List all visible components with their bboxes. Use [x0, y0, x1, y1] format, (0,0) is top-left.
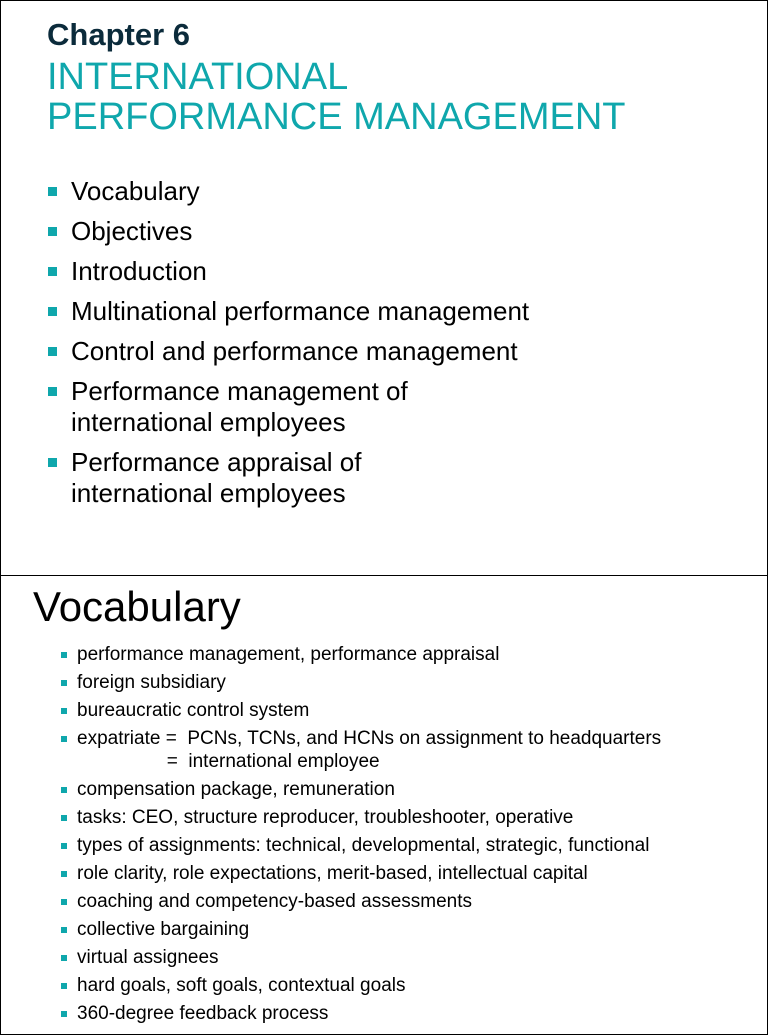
square-bullet-icon	[61, 708, 67, 714]
square-bullet-icon	[61, 787, 67, 793]
bullet-text: hard goals, soft goals, contextual goals	[77, 975, 406, 996]
bullet-text: Introduction	[71, 256, 207, 286]
bullet-text: Performance appraisal of	[71, 447, 362, 477]
bullet-item	[47, 176, 529, 207]
bullet-item	[61, 918, 661, 941]
bullet-item	[61, 727, 661, 773]
square-bullet-icon	[48, 187, 57, 196]
bullet-item	[61, 834, 661, 857]
bullet-text: virtual assignees	[77, 947, 219, 968]
bullet-item	[61, 806, 661, 829]
square-bullet-icon	[61, 652, 67, 658]
bullet-item	[61, 974, 661, 997]
bullet-item	[47, 447, 529, 509]
bullet-item	[61, 862, 661, 885]
bullet-text: foreign subsidiary	[77, 672, 226, 693]
square-bullet-icon	[61, 1011, 67, 1017]
bullet-text: expatriate = PCNs, TCNs, and HCNs on assignment to headquarters	[77, 728, 662, 749]
square-bullet-icon	[61, 815, 67, 821]
bullet-text: international employees	[71, 478, 346, 508]
bullet-text: Multinational performance management	[71, 296, 530, 326]
bullet-item	[61, 946, 661, 969]
bullet-item	[47, 216, 529, 247]
square-bullet-icon	[48, 347, 57, 356]
vocabulary-title: Vocabulary	[33, 583, 241, 630]
bullet-text: types of assignments: technical, developmental, strategic, functional	[77, 835, 650, 856]
bullet-item	[61, 671, 661, 694]
bullet-text: Objectives	[71, 216, 193, 246]
chapter-title	[47, 57, 625, 137]
bullet-item	[61, 1002, 661, 1025]
bullet-item	[47, 256, 529, 287]
bullet-text: 360-degree feedback process	[77, 1003, 329, 1024]
square-bullet-icon	[61, 927, 67, 933]
square-bullet-icon	[48, 458, 57, 467]
bullet-item	[61, 699, 661, 722]
chapter-title-line: PERFORMANCE MANAGEMENT	[47, 96, 626, 138]
bullet-text: Vocabulary	[71, 176, 200, 206]
bullet-text: Control and performance management	[71, 336, 518, 366]
bullet-text: international employees	[71, 407, 346, 437]
chapter-title-line: INTERNATIONAL	[47, 56, 349, 98]
square-bullet-icon	[48, 387, 57, 396]
square-bullet-icon	[61, 736, 67, 742]
bullet-text: tasks: CEO, structure reproducer, troubleshooter, operative	[77, 807, 574, 828]
square-bullet-icon	[61, 843, 67, 849]
bullet-item	[61, 643, 661, 666]
vocabulary-bullet-list	[61, 643, 661, 1030]
square-bullet-icon	[48, 227, 57, 236]
bullet-item	[47, 376, 529, 438]
bullet-text: compensation package, remuneration	[77, 779, 395, 800]
square-bullet-icon	[48, 267, 57, 276]
square-bullet-icon	[61, 680, 67, 686]
bullet-text: coaching and competency-based assessments	[77, 891, 473, 912]
square-bullet-icon	[61, 955, 67, 961]
bullet-text: = international employee	[77, 751, 380, 772]
bullet-text: bureaucratic control system	[77, 700, 310, 721]
bullet-item	[47, 296, 529, 327]
bullet-text: Performance management of	[71, 376, 408, 406]
square-bullet-icon	[61, 871, 67, 877]
square-bullet-icon	[61, 899, 67, 905]
overview-bullet-list	[47, 176, 529, 518]
chapter-label: Chapter 6	[47, 17, 190, 52]
square-bullet-icon	[61, 983, 67, 989]
bullet-text: performance management, performance appraisal	[77, 644, 500, 665]
square-bullet-icon	[48, 307, 57, 316]
bullet-item	[61, 890, 661, 913]
bullet-text: role clarity, role expectations, merit-based, intellectual capital	[77, 863, 588, 884]
bullet-text: collective bargaining	[77, 919, 250, 940]
bullet-item	[61, 778, 661, 801]
bullet-item	[47, 336, 529, 367]
slide-vocabulary	[0, 575, 768, 1035]
